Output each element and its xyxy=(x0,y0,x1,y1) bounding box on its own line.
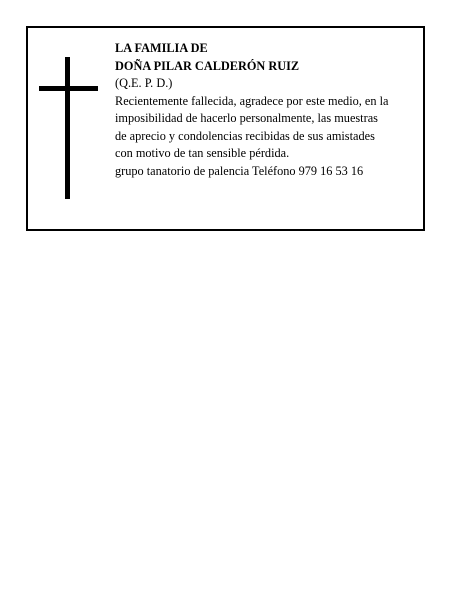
notice-contact: grupo tanatorio de palencia Teléfono 979 16 53 16 xyxy=(115,163,364,178)
notice-body-line-3: de aprecio y condolencias recibidas de sus amistades xyxy=(115,128,375,143)
notice-heading-name: DOÑA PILAR CALDERÓN RUIZ xyxy=(115,58,300,73)
notice-body-line-1: Recientemente fallecida, agradece por este medio, en la xyxy=(115,93,389,108)
cross-vertical-bar xyxy=(65,57,70,199)
notice-body-line-2: imposibilidad de hacerlo personalmente, las muestras xyxy=(115,111,378,125)
notice-heading-family: LA FAMILIA DE xyxy=(115,41,208,55)
cross-horizontal-bar xyxy=(39,86,98,91)
notice-rip: (Q.E. P. D.) xyxy=(115,76,173,90)
notice-body-line-4: con motivo de tan sensible pérdida. xyxy=(115,146,290,160)
notice-text xyxy=(115,40,421,180)
obituary-notice xyxy=(26,26,425,231)
